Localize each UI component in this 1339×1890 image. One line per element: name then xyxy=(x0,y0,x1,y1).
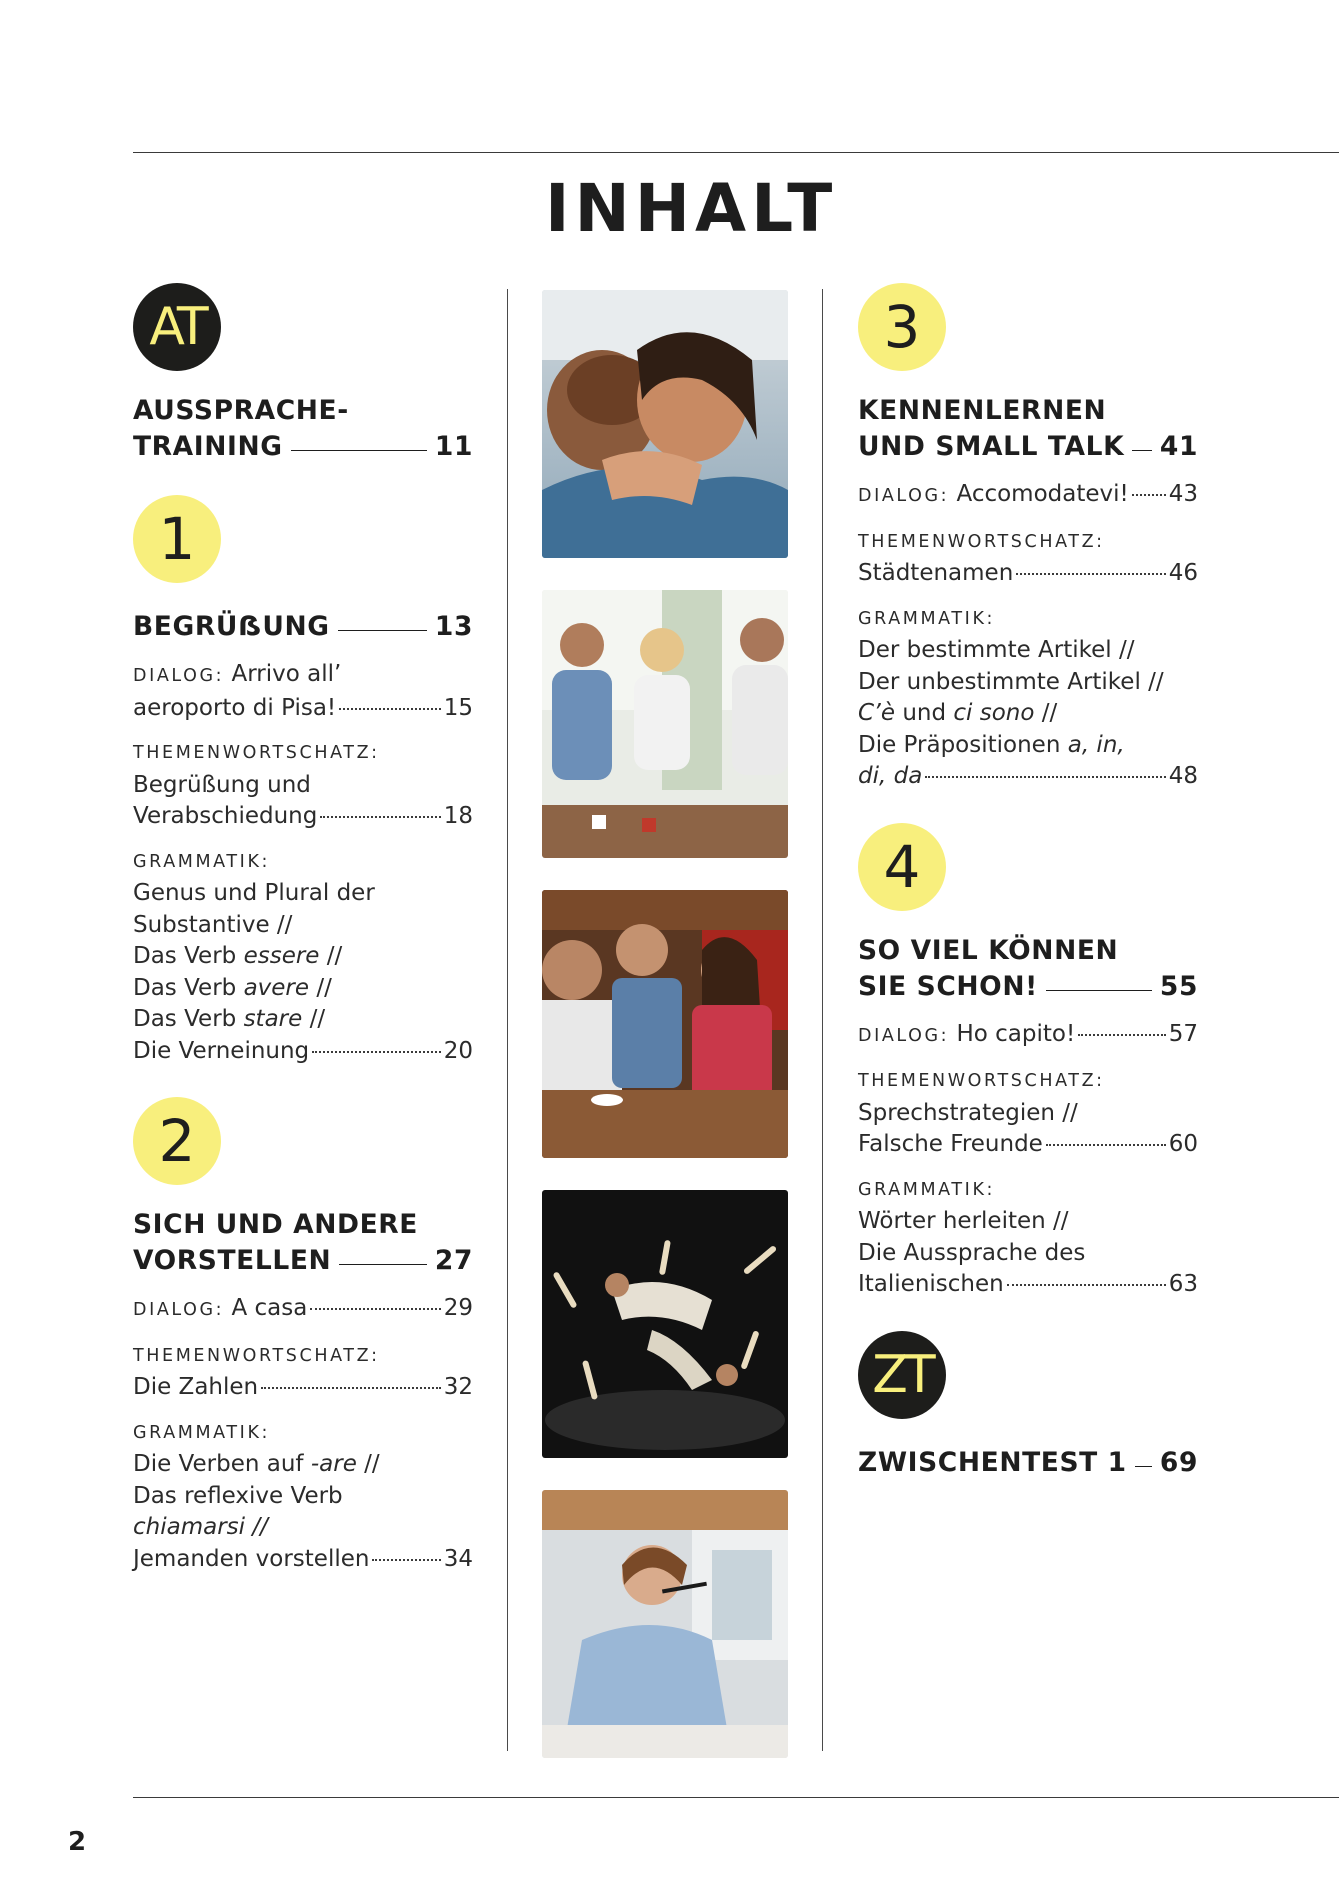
toc-column-right xyxy=(858,283,1198,1481)
chapter-heading[interactable] xyxy=(133,393,473,465)
chapter-page-number: 69 xyxy=(1159,1446,1198,1478)
toc-entry-grammar[interactable] xyxy=(858,1175,1198,1301)
section-1 xyxy=(133,495,473,1067)
entry-text: Das reflexive Verb xyxy=(133,1482,343,1509)
entry-text: Die Verben auf -are // xyxy=(133,1451,380,1477)
section-3 xyxy=(858,283,1198,793)
dot-leader xyxy=(925,776,1165,778)
chapter-page-number: 13 xyxy=(434,611,473,642)
photo-business-handshake xyxy=(542,590,788,858)
entry-text: Der unbestimmte Artikel // xyxy=(858,668,1164,695)
dot-leader xyxy=(1016,573,1165,575)
entry-text: Falsche Freunde xyxy=(858,1131,1043,1157)
toc-entry-grammar[interactable] xyxy=(133,847,473,1068)
entry-label: GRAMMATIK: xyxy=(133,1422,271,1443)
dot-leader xyxy=(1078,1034,1166,1036)
chapter-heading[interactable] xyxy=(858,393,1198,465)
chapter-heading[interactable] xyxy=(133,609,473,645)
photo-couple-hug xyxy=(542,290,788,558)
entry-label: DIALOG: xyxy=(858,486,950,506)
toc-entry-vocab[interactable] xyxy=(858,1066,1198,1161)
toc-column-left xyxy=(133,283,473,1575)
entry-text: Die Präpositionen a, in, xyxy=(858,731,1125,758)
entry-page-number: 43 xyxy=(1168,481,1198,507)
chapter-heading[interactable] xyxy=(858,933,1198,1005)
toc-entry-dialog[interactable] xyxy=(133,659,473,724)
toc-entry-dialog[interactable] xyxy=(858,1019,1198,1053)
entry-text: di, da xyxy=(858,763,923,789)
chapter-badge-at: AT xyxy=(133,283,221,371)
entry-text: Accomodatevi! xyxy=(949,481,1129,507)
leader-rule xyxy=(1135,1466,1152,1467)
column-divider-right xyxy=(822,289,823,1751)
toc-entry-vocab[interactable] xyxy=(133,738,473,833)
entry-text: Genus und Plural der xyxy=(133,880,375,906)
leader-rule xyxy=(1132,450,1152,451)
section-4 xyxy=(858,823,1198,1301)
entry-page-number: 60 xyxy=(1168,1131,1198,1157)
entry-page-number: 48 xyxy=(1168,763,1198,789)
section-2 xyxy=(133,1097,473,1575)
entry-label: GRAMMATIK: xyxy=(858,608,996,629)
chapter-heading-line1: KENNENLERNEN xyxy=(858,395,1107,426)
toc-entry-grammar[interactable] xyxy=(858,604,1198,793)
entry-text: aeroporto di Pisa! xyxy=(133,694,337,721)
chapter-badge-2: 2 xyxy=(133,1097,221,1185)
column-divider-left xyxy=(507,289,508,1751)
entry-page-number: 57 xyxy=(1168,1020,1198,1047)
entry-text: Jemanden vorstellen xyxy=(133,1545,370,1572)
entry-text: Verabschiedung xyxy=(133,803,318,829)
dot-leader xyxy=(261,1387,441,1389)
entry-text: Die Zahlen xyxy=(133,1374,259,1400)
chapter-heading-line2: ZWISCHENTEST 1 xyxy=(858,1446,1127,1478)
chapter-badge-zt: ZT xyxy=(858,1331,946,1419)
entry-page-number: 29 xyxy=(443,1295,473,1321)
entry-text: Arrivo all’ xyxy=(224,661,342,687)
chapter-heading-line2: TRAINING xyxy=(133,431,283,462)
leader-rule xyxy=(338,630,427,631)
entry-label: DIALOG: xyxy=(858,1025,950,1046)
entry-text: Die Verneinung xyxy=(133,1037,310,1064)
entry-label: DIALOG: xyxy=(133,666,225,686)
dot-leader xyxy=(372,1559,440,1561)
entry-text: Wörter herleiten // xyxy=(858,1208,1069,1234)
entry-page-number: 46 xyxy=(1168,560,1198,586)
dot-leader xyxy=(310,1308,440,1310)
leader-rule xyxy=(339,1264,427,1265)
toc-entry-vocab[interactable] xyxy=(133,1341,473,1404)
entry-text: Städtenamen xyxy=(858,560,1014,586)
entry-text: Begrüßung und xyxy=(133,771,311,798)
entry-text: Sprechstrategien // xyxy=(858,1099,1078,1126)
chapter-heading-line2: SIE SCHON! xyxy=(858,970,1038,1002)
top-rule xyxy=(133,152,1339,153)
toc-entry-grammar[interactable] xyxy=(133,1418,473,1576)
entry-text: Der bestimmte Artikel // xyxy=(858,637,1135,663)
leader-rule xyxy=(1046,990,1152,991)
entry-text: C’è und ci sono // xyxy=(858,700,1058,726)
entry-page-number: 32 xyxy=(443,1374,473,1400)
chapter-page-number: 27 xyxy=(434,1245,473,1276)
chapter-badge-1: 1 xyxy=(133,495,221,583)
entry-text: Die Aussprache des xyxy=(858,1239,1086,1266)
chapter-badge-4: 4 xyxy=(858,823,946,911)
dot-leader xyxy=(1046,1144,1166,1146)
entry-label: GRAMMATIK: xyxy=(133,851,271,872)
bottom-rule xyxy=(133,1797,1339,1798)
dot-leader xyxy=(339,708,441,710)
entry-text: Das Verb essere // xyxy=(133,943,343,969)
dot-leader xyxy=(1132,494,1166,496)
entry-page-number: 34 xyxy=(443,1545,473,1572)
entry-text: Substantive // xyxy=(133,911,293,938)
chapter-heading[interactable] xyxy=(858,1445,1198,1481)
entry-label: THEMENWORTSCHATZ: xyxy=(858,1071,1105,1091)
toc-entry-dialog[interactable] xyxy=(133,1293,473,1327)
entry-page-number: 20 xyxy=(443,1037,473,1064)
page-number: 2 xyxy=(68,1827,87,1857)
entry-text: Ho capito! xyxy=(949,1020,1076,1047)
chapter-page-number: 11 xyxy=(434,431,473,462)
entry-label: GRAMMATIK: xyxy=(858,1179,996,1200)
entry-text: Das Verb stare // xyxy=(133,1006,326,1032)
section-zwischentest xyxy=(858,1331,1198,1481)
chapter-heading-line2: UND SMALL TALK xyxy=(858,431,1125,462)
dot-leader xyxy=(320,816,440,818)
dot-leader xyxy=(312,1051,441,1053)
toc-entry-dialog[interactable] xyxy=(858,479,1198,513)
entry-label: DIALOG: xyxy=(133,1300,225,1320)
chapter-heading-line2: VORSTELLEN xyxy=(133,1245,332,1276)
chapter-heading-line2: BEGRÜẞUNG xyxy=(133,611,330,642)
entry-page-number: 63 xyxy=(1168,1271,1198,1297)
page-title: INHALT xyxy=(545,170,838,247)
entry-page-number: 15 xyxy=(443,694,473,721)
entry-text: Das Verb avere // xyxy=(133,974,332,1001)
entry-label: THEMENWORTSCHATZ: xyxy=(133,1345,380,1366)
dot-leader xyxy=(1007,1284,1166,1286)
photo-woman-thinking xyxy=(542,1490,788,1758)
entry-text: A casa xyxy=(224,1295,308,1321)
chapter-page-number: 41 xyxy=(1159,431,1198,462)
entry-page-number: 18 xyxy=(443,803,473,829)
chapter-heading-line1: SO VIEL KÖNNEN xyxy=(858,934,1119,966)
entry-label: THEMENWORTSCHATZ: xyxy=(133,743,380,763)
chapter-heading-line1: AUSSPRACHE- xyxy=(133,395,349,426)
photo-friends-cafe xyxy=(542,890,788,1158)
chapter-badge-3: 3 xyxy=(858,283,946,371)
entry-text: chiamarsi // xyxy=(133,1514,268,1540)
leader-rule xyxy=(291,450,427,451)
chapter-page-number: 55 xyxy=(1159,970,1198,1002)
entry-label: THEMENWORTSCHATZ: xyxy=(858,531,1105,552)
toc-entry-vocab[interactable] xyxy=(858,527,1198,590)
section-aussprache-training xyxy=(133,283,473,465)
chapter-heading-line1: SICH UND ANDERE xyxy=(133,1209,419,1240)
entry-text: Italienischen xyxy=(858,1271,1004,1297)
photo-juggling-performers xyxy=(542,1190,788,1458)
chapter-heading[interactable] xyxy=(133,1207,473,1279)
